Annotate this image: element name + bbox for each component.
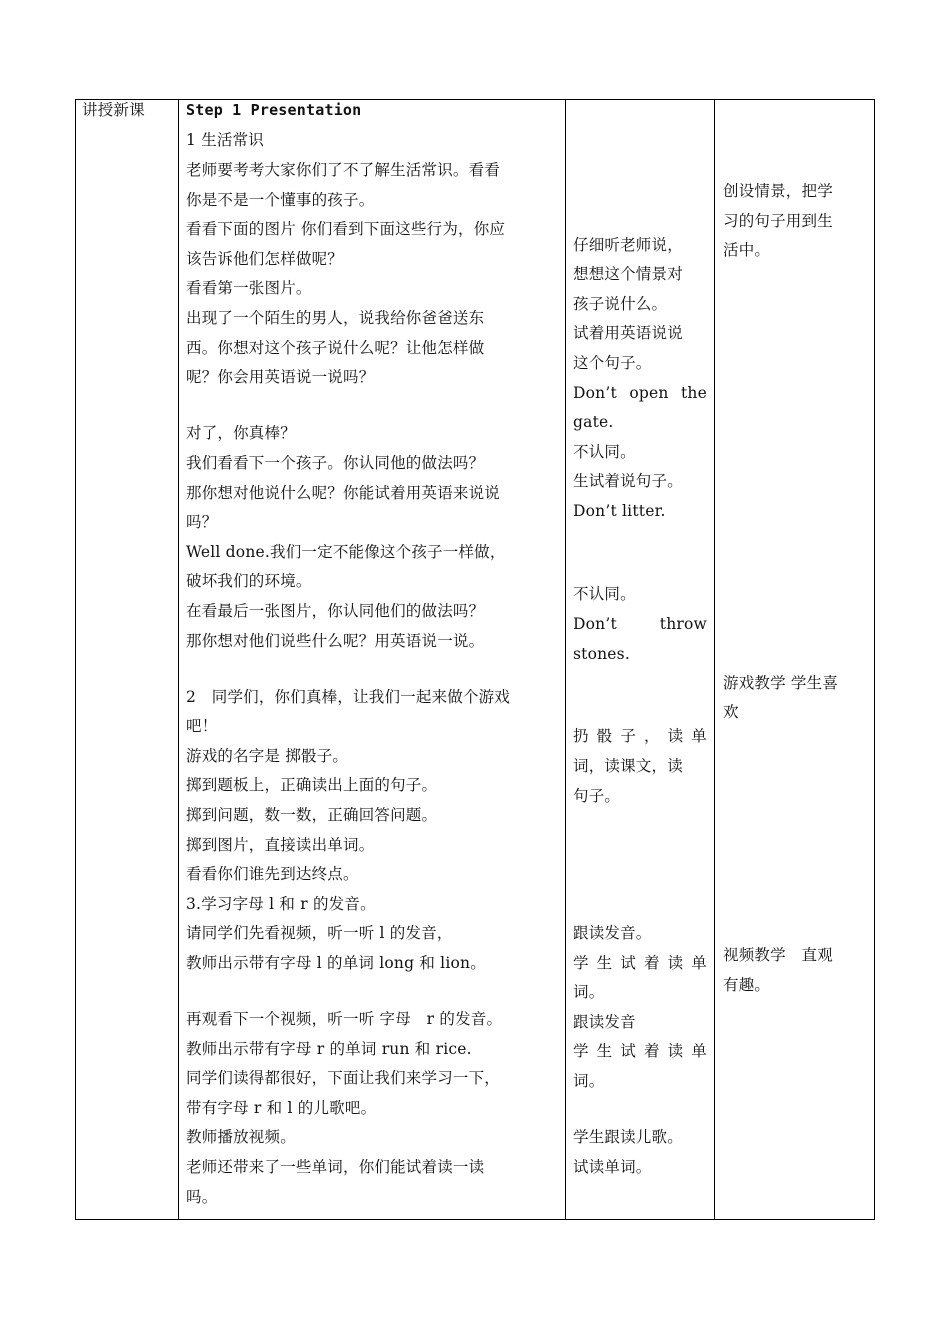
column-divider [714,100,715,1219]
content-line: 看看下面的图片 你们看到下面这些行为，你应 [186,220,506,238]
student-line: 句子。 [573,787,621,805]
student-line: 想想这个情景对 [573,265,683,283]
content-line: 你是不是一个懂事的孩子。 [186,191,375,209]
student-line [573,614,707,634]
column-divider [565,100,566,1219]
intent-line: 欢 [723,703,739,721]
student-line: 跟读发音。 [573,924,652,942]
content-line: 掷到图片，直接读出单词。 [186,836,375,854]
column-divider [178,100,179,1219]
student-line: 不认同。 [573,443,636,461]
teaching-content-column [186,100,558,1219]
content-line: 掷到题板上，正确读出上面的句子。 [186,776,438,794]
student-line: 词，读课文，读 [573,757,683,775]
content-line: 我们看看下一个孩子。你认同他的做法吗？ [186,454,485,472]
content-line: 吧！ [186,717,218,735]
content-line: 破坏我们的环境。 [186,572,312,590]
student-line: gate. [573,413,614,431]
student-line [573,383,707,403]
student-line: 这个句子。 [573,354,652,372]
content-line: 1 生活常识 [186,131,264,149]
student-activity-column [573,100,707,1219]
student-line: 词。 [573,1072,605,1090]
student-line: 不认同。 [573,585,636,603]
design-intent-column [723,100,870,1219]
student-line: 词。 [573,983,605,1001]
student-line: 学生跟读儿歌。 [573,1128,683,1146]
intent-line: 视频教学 直观 [723,946,833,964]
student-line: 试读单词。 [573,1158,652,1176]
student-line: 仔细听老师说， [573,236,683,254]
intent-line: 创设情景，把学 [723,182,833,200]
content-line: 掷到问题，数一数，正确回答问题。 [186,806,438,824]
stage-label: 讲授新课 [82,101,145,119]
content-line: 教师出示带有字母 r 的单词 run 和 rice. [186,1040,472,1058]
content-line: 请同学们先看视频，听一听 l 的发音， [186,924,453,942]
content-line: 老师要考考大家你们了不了解生活常识。看看 [186,161,501,179]
stage-column [82,100,172,1219]
content-line: 吗？ [186,513,218,531]
content-line: 再观看下一个视频，听一听 字母 r 的发音。 [186,1010,503,1028]
content-line: 对了，你真棒？ [186,424,296,442]
content-line: 3.学习字母 l 和 r 的发音。 [186,895,376,913]
content-line: 教师出示带有字母 l 的单词 long 和 lion。 [186,954,486,972]
intent-line: 有趣。 [723,976,771,994]
content-line: 西。你想对这个孩子说什么呢？让他怎样做 [186,339,485,357]
content-line: 呢？你会用英语说一说吗？ [186,368,375,386]
content-line: 游戏的名字是 掷骰子。 [186,747,349,765]
content-line: 吗。 [186,1188,218,1206]
student-line [573,953,707,973]
student-line: stones. [573,645,630,663]
content-line: 那你想对他们说些什么呢？用英语说一说。 [186,632,485,650]
content-line: 教师播放视频。 [186,1128,296,1146]
student-line-text: Don’t throw [573,615,707,633]
content-line: Well done.我们一定不能像这个孩子一样做， [186,543,506,561]
student-line: 跟读发音 [573,1013,636,1031]
student-line: Don’t litter. [573,502,666,520]
intent-line: 活中。 [723,241,771,259]
intent-line: 习的句子用到生 [723,212,833,230]
student-line: 试着用英语说说 [573,324,683,342]
student-line: 生试着说句子。 [573,472,683,490]
content-line: 老师还带来了一些单词，你们能试着读一读 [186,1158,485,1176]
student-line-text: Don’t open the [573,384,707,402]
content-line: 在看最后一张图片，你认同他们的做法吗？ [186,602,485,620]
content-line: 看看第一张图片。 [186,279,312,297]
student-line [573,726,707,746]
content-line: 带有字母 r 和 l 的儿歌吧。 [186,1099,377,1117]
step-heading: Step 1 Presentation [186,101,362,119]
intent-line: 游戏教学 学生喜 [723,674,839,692]
student-line-text: 学生试着读单 [573,954,707,972]
student-line-text: 学生试着读单 [573,1042,707,1060]
student-line [573,1041,707,1061]
content-line: 该告诉他们怎样做呢？ [186,250,344,268]
student-line: 孩子说什么。 [573,295,668,313]
content-line: 看看你们谁先到达终点。 [186,865,359,883]
content-line: 那你想对他说什么呢？你能试着用英语来说说 [186,484,501,502]
content-line: 同学们读得都很好，下面让我们来学习一下， [186,1069,501,1087]
student-line-text: 扔骰子，读单 [573,727,707,745]
content-line: 2 同学们，你们真棒，让我们一起来做个游戏 [186,688,511,706]
lesson-plan-table [75,99,875,1220]
content-line: 出现了一个陌生的男人，说我给你爸爸送东 [186,309,485,327]
